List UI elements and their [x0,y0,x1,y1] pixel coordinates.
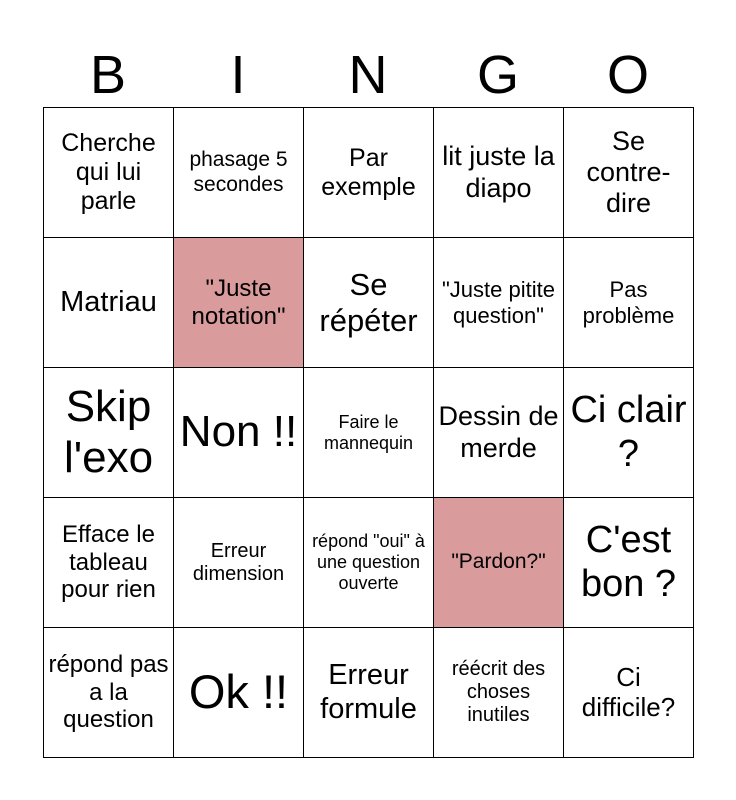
bingo-cell[interactable]: Se contre-dire [564,108,694,238]
header-letter: G [476,45,519,105]
bingo-cell[interactable]: Efface le tableau pour rien [44,498,174,628]
bingo-grid [43,107,694,758]
bingo-cell[interactable]: C'est bon ? [564,498,694,628]
bingo-cell[interactable]: Dessin de merde [434,368,564,498]
grid-row [44,238,694,368]
grid-row [44,368,694,498]
bingo-cell[interactable]: Matriau [44,238,174,368]
bingo-cell[interactable]: Ci difficile? [564,628,694,758]
grid-row [44,108,694,238]
bingo-cell[interactable]: Ci clair ? [564,368,694,498]
bingo-cell[interactable]: "Pardon?" [434,498,564,628]
bingo-cell[interactable]: répond "oui" à une question ouverte [304,498,434,628]
bingo-cell[interactable]: Par exemple [304,108,434,238]
bingo-cell[interactable]: Erreur dimension [174,498,304,628]
header-letter: I [230,45,246,105]
bingo-cell[interactable]: phasage 5 secondes [174,108,304,238]
bingo-cell[interactable]: "Juste notation" [174,238,304,368]
bingo-cell[interactable]: Faire le mannequin [304,368,434,498]
bingo-cell[interactable]: Ok !! [174,628,304,758]
bingo-cell[interactable]: "Juste pitite question" [434,238,564,368]
bingo-cell[interactable]: Pas problème [564,238,694,368]
bingo-cell[interactable]: lit juste la diapo [434,108,564,238]
bingo-cell[interactable]: Erreur formule [304,628,434,758]
bingo-cell[interactable]: Se répéter [304,238,434,368]
bingo-cell[interactable]: Skip l'exo [44,368,174,498]
grid-row [44,628,694,758]
header-letter: N [348,45,388,105]
header-letter: O [606,45,649,105]
bingo-cell[interactable]: répond pas a la question [44,628,174,758]
grid-row [44,498,694,628]
header-letter: B [89,45,127,105]
bingo-cell[interactable]: Non !! [174,368,304,498]
bingo-cell[interactable]: réécrit des choses inutiles [434,628,564,758]
bingo-header [43,44,693,106]
bingo-cell[interactable]: Cherche qui lui parle [44,108,174,238]
